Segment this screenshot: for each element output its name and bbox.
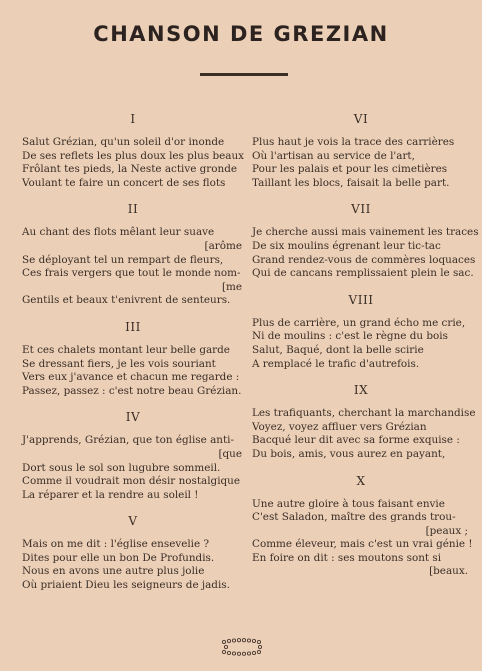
verse-line: [beaux. xyxy=(429,565,468,578)
stanza-number: II xyxy=(127,202,139,217)
stanza xyxy=(252,293,470,371)
verse-line: Où l'artisan au service de l'art, xyxy=(252,149,415,162)
verse-line: Frôlant tes pieds, la Neste active gronde xyxy=(22,163,238,176)
stanza-number: VI xyxy=(353,112,369,126)
verse-line: Se dressant fiers, je les vois souriant xyxy=(22,357,216,370)
verse-line: Plus haut je vois la trace des carrières xyxy=(252,136,455,148)
verse-line: Passez, passez : c'est notre beau Grézian. xyxy=(22,384,242,397)
verse-line: Dort sous le sol son lugubre sommeil. xyxy=(22,461,221,474)
stanza xyxy=(22,202,244,308)
verse-line: Bacqué leur dit avec sa forme exquise : xyxy=(252,434,460,447)
left-column xyxy=(22,112,244,605)
stanza xyxy=(22,112,244,190)
verse-line: Plus de carrière, un grand écho me crie, xyxy=(252,316,466,329)
stanza xyxy=(22,320,244,398)
verse-line: Taillant les blocs, faisait la belle part. xyxy=(252,176,450,189)
stanza xyxy=(22,514,244,592)
stanza xyxy=(252,383,476,461)
verse-line: [que xyxy=(218,447,242,460)
stanza-number: X xyxy=(356,473,366,488)
verse-line: Au chant des flots mêlant leur suave xyxy=(22,226,215,239)
verse-line: Où priaient Dieu les seigneurs de jadis. xyxy=(22,579,230,592)
verse-line: Se déployant tel un rempart de fleurs, xyxy=(22,253,224,266)
verse-line: C'est Saladon, maître des grands trou- xyxy=(252,511,456,524)
decorative-ornament-icon xyxy=(218,636,268,658)
verse-line: [peaux ; xyxy=(425,524,468,537)
right-column xyxy=(252,112,479,591)
stanza-number: VII xyxy=(351,202,371,217)
verse-line: Pour les palais et pour les cimetières xyxy=(252,163,448,176)
verse-line: De six moulins égrenant leur tic-tac xyxy=(252,239,441,252)
stanza xyxy=(252,112,470,190)
verse-line: Du bois, amis, vous aurez en payant, xyxy=(252,447,446,460)
stanza-number: V xyxy=(128,514,138,529)
verse-line: En foire on dit : ses moutons sont si xyxy=(252,551,442,564)
stanza-number: I xyxy=(130,112,136,126)
verse-line: Comme éleveur, mais c'est un vrai génie ! xyxy=(252,538,473,551)
verse-line: Nous en avons une autre plus jolie xyxy=(22,565,205,578)
verse-line: Je cherche aussi mais vainement les traces xyxy=(252,226,479,239)
verse-line: Voulant te faire un concert de ses flots xyxy=(22,176,226,189)
verse-line: Vers eux j'avance et chacun me regarde : xyxy=(22,371,240,384)
verse-line: Et ces chalets montant leur belle garde xyxy=(22,343,230,356)
stanza-number: VIII xyxy=(348,292,374,307)
verse-line: Voyez, voyez affluer vers Grézian xyxy=(252,420,427,433)
verse-line: Grand rendez-vous de commères loquaces xyxy=(252,253,476,266)
verse-line: La réparer et la rendre au soleil ! xyxy=(22,488,199,501)
stanza xyxy=(252,473,473,580)
verse-line: Dites pour elle un bon De Profundis. xyxy=(22,551,215,564)
verse-line: Les trafiquants, cherchant la marchandise xyxy=(252,407,476,420)
verse-line: J'apprends, Grézian, que ton église anti- xyxy=(22,434,234,447)
stanza xyxy=(22,410,244,502)
verse-line: Mais on me dit : l'église ensevelie ? xyxy=(22,538,210,551)
verse-line: Salut, Baqué, dont la belle scirie xyxy=(252,343,424,356)
verse-line: [me xyxy=(221,280,242,293)
verse-line: A remplacé le trafic d'autrefois. xyxy=(252,357,420,370)
verse-line: Ni de moulins : c'est le règne du bois xyxy=(252,330,448,343)
verse-line: Comme il voudrait mon désir nostalgique xyxy=(22,475,241,488)
stanza-number: IX xyxy=(353,383,369,398)
verse-line: Qui de cancans remplissaient plein le sac. xyxy=(252,267,474,280)
verse-line: [arôme xyxy=(204,239,242,252)
stanza xyxy=(252,202,479,280)
stanza-number: IV xyxy=(125,410,141,425)
title-rule xyxy=(200,73,288,76)
verse-line: De ses reflets les plus doux les plus beaux xyxy=(22,149,245,162)
verse-line: Une autre gloire à tous faisant envie xyxy=(252,497,445,510)
stanza-number: III xyxy=(125,319,141,334)
verse-line: Salut Grézian, qu'un soleil d'or inonde xyxy=(22,136,225,148)
verse-line: Gentils et beaux t'enivrent de senteurs. xyxy=(22,294,231,307)
page-title: CHANSON DE GREZIAN xyxy=(93,22,389,46)
verse-line: Ces frais vergers que tout le monde nom- xyxy=(22,267,241,280)
